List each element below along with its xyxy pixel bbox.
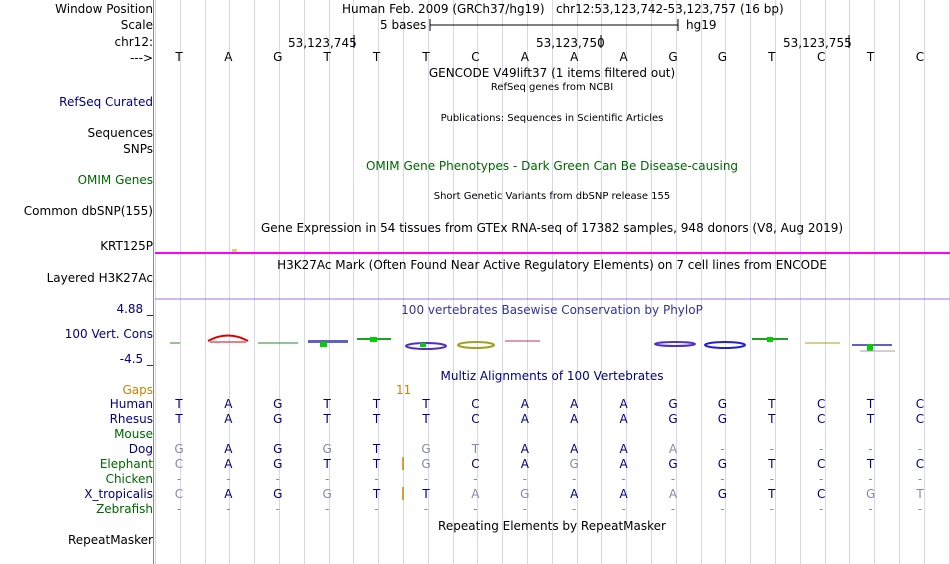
alignment-base: T bbox=[175, 412, 183, 426]
alignment-base: - bbox=[917, 502, 923, 516]
alignment-base: A bbox=[570, 397, 579, 411]
alignment-base: G bbox=[668, 397, 678, 411]
alignment-base: - bbox=[275, 472, 280, 486]
alignment-base: T bbox=[323, 457, 331, 471]
window-position-value: Human Feb. 2009 (GRCh37/hg19) chr12:53,123,742-53,123,757 (16 bp) bbox=[342, 2, 784, 16]
track-label-snps[interactable]: SNPs bbox=[123, 142, 153, 156]
alignment-base: T bbox=[422, 487, 430, 501]
alignment-base: G bbox=[273, 457, 283, 471]
scale-bar bbox=[430, 19, 678, 31]
ref-base: T bbox=[175, 50, 183, 64]
alignment-base: A bbox=[224, 442, 233, 456]
alignment-base: G bbox=[668, 457, 678, 471]
track-label-sequences[interactable]: Sequences bbox=[87, 126, 153, 140]
alignment-base: G bbox=[717, 397, 728, 411]
alignment-base: - bbox=[423, 472, 429, 486]
ref-base: T bbox=[372, 50, 381, 64]
scale-label: Scale bbox=[120, 18, 153, 32]
species-label[interactable]: Elephant bbox=[99, 457, 153, 471]
alignment-base: C bbox=[174, 487, 184, 501]
track-label-phylop[interactable]: 100 Vert. Cons bbox=[64, 327, 153, 341]
strand-label: ---> bbox=[129, 51, 153, 65]
alignment-base: A bbox=[570, 487, 579, 501]
alignment-base: - bbox=[226, 472, 231, 486]
alignment-base: - bbox=[374, 472, 379, 486]
alignment-base: A bbox=[224, 457, 233, 471]
alignment-base: - bbox=[819, 502, 824, 516]
track-label-repeatmasker[interactable]: RepeatMasker bbox=[67, 533, 153, 547]
alignment-base: T bbox=[471, 442, 480, 456]
position-label-3: 53,123,755 bbox=[783, 36, 852, 50]
alignment-base: C bbox=[915, 412, 925, 426]
alignment-base: T bbox=[372, 397, 381, 411]
alignment-base: - bbox=[720, 472, 725, 486]
gtex-mark bbox=[232, 249, 237, 252]
track-label-dbsnp[interactable]: Common dbSNP(155) bbox=[23, 204, 153, 218]
species-label[interactable]: Human bbox=[109, 397, 153, 411]
alignment-base: - bbox=[374, 502, 379, 516]
alignment-base: - bbox=[226, 502, 231, 516]
alignment-base: C bbox=[174, 457, 184, 471]
alignment-base: G bbox=[273, 397, 283, 411]
species-label[interactable]: X_tropicalis bbox=[84, 487, 153, 501]
alignment-base: - bbox=[572, 472, 577, 486]
alignment-base: A bbox=[570, 412, 579, 426]
alignment-base: - bbox=[917, 472, 923, 486]
track-title-gtex[interactable]: Gene Expression in 54 tissues from GTEx RNA-seq of 17382 samples, 948 donors (V8, Aug 2019) bbox=[260, 221, 844, 235]
alignment-base: G bbox=[322, 487, 332, 501]
ref-base: G bbox=[273, 50, 283, 64]
alignment-base: - bbox=[522, 502, 527, 516]
alignment-base: - bbox=[868, 472, 873, 486]
alignment-base: T bbox=[175, 397, 183, 411]
alignment-base: A bbox=[520, 397, 529, 411]
gap-count: 11 bbox=[396, 383, 412, 397]
alignment-base: C bbox=[816, 457, 826, 471]
alignment-base: - bbox=[572, 502, 577, 516]
track-title-dbsnp[interactable]: Short Genetic Variants from dbSNP release 155 bbox=[433, 191, 671, 202]
scale-assembly: hg19 bbox=[686, 18, 717, 32]
alignment-base: A bbox=[668, 442, 678, 456]
alignment-base: A bbox=[520, 412, 529, 426]
ref-base: G bbox=[668, 50, 678, 64]
ref-base: T bbox=[323, 50, 331, 64]
alignment-base: - bbox=[176, 472, 182, 486]
alignment-base: T bbox=[768, 487, 776, 501]
ref-base: T bbox=[768, 50, 776, 64]
species-label[interactable]: Mouse bbox=[114, 427, 153, 441]
alignment-base: G bbox=[273, 442, 283, 456]
alignment-base: T bbox=[372, 457, 381, 471]
alignment-base: - bbox=[720, 502, 725, 516]
window-position-label: Window Position bbox=[55, 2, 153, 16]
scale-bases: 5 bases bbox=[380, 18, 427, 32]
alignment-base: G bbox=[273, 412, 283, 426]
phylop-min-label: -4.5 _ bbox=[119, 352, 153, 366]
alignment-base: C bbox=[471, 412, 480, 426]
chrom-label: chr12: bbox=[114, 35, 153, 49]
alignment-base: T bbox=[372, 442, 381, 456]
alignment-base: G bbox=[569, 457, 579, 471]
alignment-base: - bbox=[325, 472, 330, 486]
ref-base: C bbox=[816, 50, 826, 64]
track-label-refseq[interactable]: RefSeq Curated bbox=[59, 95, 153, 109]
alignment-base: C bbox=[816, 487, 826, 501]
alignment-base: - bbox=[769, 502, 774, 516]
track-label-omim[interactable]: OMIM Genes bbox=[77, 173, 153, 187]
alignment-base: C bbox=[471, 457, 480, 471]
track-label-h3k27ac[interactable]: Layered H3K27Ac bbox=[46, 271, 153, 285]
alignment-base: T bbox=[323, 397, 331, 411]
ref-base: C bbox=[471, 50, 480, 64]
species-label[interactable]: Zebrafish bbox=[96, 502, 153, 516]
alignment-base: T bbox=[323, 412, 331, 426]
track-title-refseq[interactable]: RefSeq genes from NCBI bbox=[490, 82, 614, 93]
alignment-base: T bbox=[866, 397, 875, 411]
ref-base: G bbox=[717, 50, 728, 64]
alignment-base: - bbox=[769, 472, 774, 486]
alignment-base: G bbox=[174, 442, 184, 456]
alignment-base: A bbox=[619, 412, 628, 426]
species-label[interactable]: Chicken bbox=[105, 472, 153, 486]
alignment-base: G bbox=[421, 442, 431, 456]
alignment-base: C bbox=[816, 412, 826, 426]
alignment-base: A bbox=[619, 442, 628, 456]
alignment-base: T bbox=[372, 487, 381, 501]
alignment-base: A bbox=[224, 412, 233, 426]
position-label-1: 53,123,745 bbox=[288, 36, 357, 50]
alignment-base: A bbox=[619, 487, 628, 501]
alignment-base: C bbox=[816, 397, 826, 411]
alignment-base: A bbox=[224, 487, 233, 501]
alignment-base: - bbox=[670, 472, 676, 486]
alignment-base: T bbox=[768, 412, 776, 426]
position-label-2: 53,123,750 bbox=[536, 36, 605, 50]
alignment-base: - bbox=[423, 502, 429, 516]
track-label-gtex[interactable]: KRT125P bbox=[100, 239, 153, 253]
alignment-base: T bbox=[768, 397, 776, 411]
alignment-base: T bbox=[866, 457, 875, 471]
alignment-base: A bbox=[520, 442, 529, 456]
alignment-base: G bbox=[520, 487, 530, 501]
alignment-base: - bbox=[769, 442, 774, 456]
phylop-max-label: 4.88 _ bbox=[116, 302, 153, 316]
ref-base: A bbox=[619, 50, 628, 64]
alignment-base: T bbox=[422, 397, 430, 411]
alignment-base: T bbox=[768, 457, 776, 471]
track-title-omim[interactable]: OMIM Gene Phenotypes - Dark Green Can Be Disease-causing bbox=[365, 159, 739, 173]
ref-base: A bbox=[224, 50, 233, 64]
species-label[interactable]: Rhesus bbox=[109, 412, 153, 426]
alignment-base: G bbox=[273, 487, 283, 501]
alignment-base: G bbox=[865, 487, 876, 501]
ref-base: A bbox=[570, 50, 579, 64]
alignment-base: A bbox=[619, 457, 628, 471]
track-title-multiz[interactable]: Multiz Alignments of 100 Vertebrates bbox=[440, 369, 664, 383]
track-title-h3k27ac[interactable]: H3K27Ac Mark (Often Found Near Active Regulatory Elements) on 7 cell lines from ENCODE bbox=[277, 258, 827, 272]
alignment-base: - bbox=[621, 502, 626, 516]
alignment-base: A bbox=[471, 487, 480, 501]
alignment-base: T bbox=[916, 487, 924, 501]
alignment-base: T bbox=[372, 412, 381, 426]
alignment-base: - bbox=[720, 442, 725, 456]
alignment-base: G bbox=[717, 487, 728, 501]
alignment-base: - bbox=[473, 502, 478, 516]
alignment-base: G bbox=[421, 457, 431, 471]
alignment-base: G bbox=[717, 412, 728, 426]
alignment-base: - bbox=[670, 502, 676, 516]
alignment-base: - bbox=[868, 502, 873, 516]
alignment-base: T bbox=[422, 412, 430, 426]
alignment-base: - bbox=[621, 472, 626, 486]
alignment-base: G bbox=[717, 457, 728, 471]
alignment-base: A bbox=[668, 487, 678, 501]
track-title-publications[interactable]: Publications: Sequences in Scientific Articles bbox=[440, 113, 664, 124]
alignment-base: A bbox=[224, 397, 233, 411]
track-title-repeatmasker[interactable]: Repeating Elements by RepeatMasker bbox=[438, 519, 666, 533]
alignment-base: - bbox=[176, 502, 182, 516]
alignment-base: T bbox=[866, 412, 875, 426]
alignment-base: G bbox=[668, 412, 678, 426]
alignment-base: - bbox=[868, 442, 873, 456]
ref-base: T bbox=[422, 50, 430, 64]
alignment-base: - bbox=[473, 472, 478, 486]
alignment-base: - bbox=[275, 502, 280, 516]
alignment-base: - bbox=[819, 472, 824, 486]
alignment-base: C bbox=[915, 457, 925, 471]
track-title-gencode[interactable]: GENCODE V49lift37 (1 items filtered out) bbox=[428, 66, 676, 80]
alignment-base: G bbox=[322, 442, 332, 456]
alignment-base: - bbox=[917, 442, 923, 456]
track-label-gaps: Gaps bbox=[122, 383, 153, 397]
alignment-base: A bbox=[570, 442, 579, 456]
track-title-phylop[interactable]: 100 vertebrates Basewise Conservation by PhyloP bbox=[401, 303, 703, 317]
phylop-glyphs bbox=[170, 336, 895, 352]
ref-base: C bbox=[915, 50, 925, 64]
alignment-base: - bbox=[325, 502, 330, 516]
alignment-base: - bbox=[522, 472, 527, 486]
alignment-base: A bbox=[520, 457, 529, 471]
alignment-base: - bbox=[819, 442, 824, 456]
species-label[interactable]: Dog bbox=[128, 442, 153, 456]
alignment-base: C bbox=[471, 397, 480, 411]
ref-base: T bbox=[866, 50, 875, 64]
alignment-base: C bbox=[915, 397, 925, 411]
alignment-base: A bbox=[619, 397, 628, 411]
ref-base: A bbox=[520, 50, 529, 64]
